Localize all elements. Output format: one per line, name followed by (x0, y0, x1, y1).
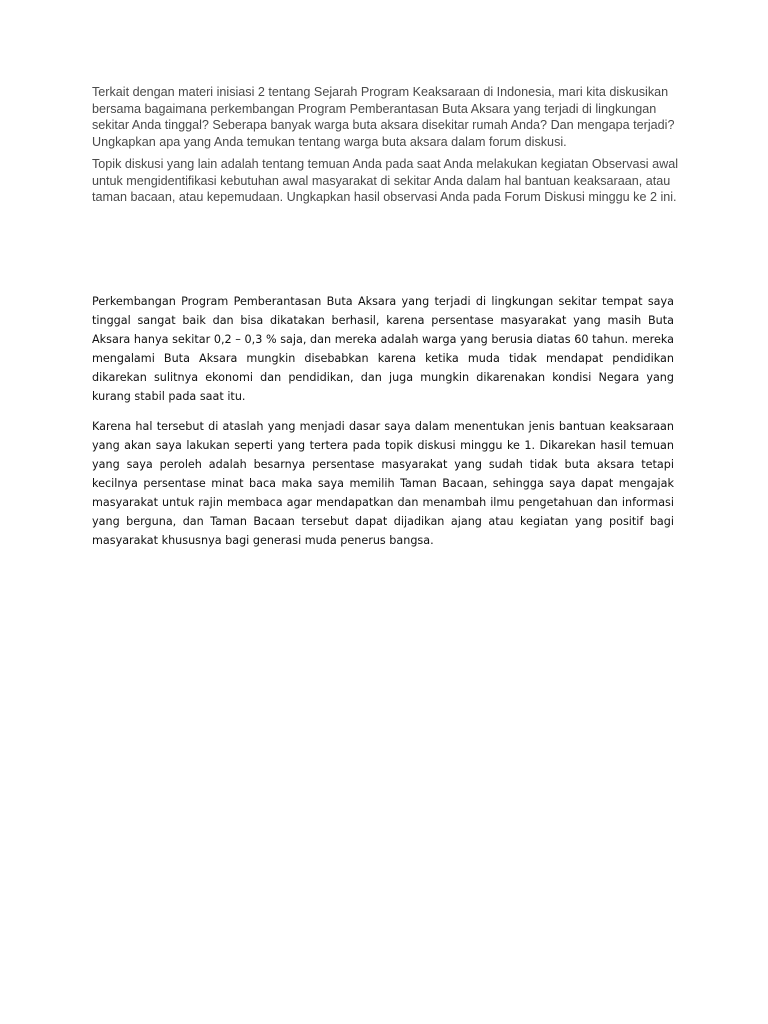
prompt-paragraph-2: Topik diskusi yang lain adalah tentang temuan Anda pada saat Anda melakukan kegiatan Observasi awal untuk mengidentifikasi kebutuhan awal masyarakat di sekitar Anda dalam hal bantuan keaksaraan, atau taman bacaan, atau kepemudaan. Ungkapkan hasil observasi Anda pada Forum Diskusi minggu ke 2 ini. (92, 157, 678, 204)
answer-paragraph-1: Perkembangan Program Pemberantasan Buta Aksara yang terjadi di lingkungan sekitar tempat saya tinggal sangat baik dan bisa dikatakan berhasil, karena persentase masyarakat yang masih Buta Aksara hanya sekitar 0,2 – 0,3 % saja, dan mereka adalah warga yang berusia diatas 60 tahun. mereka mengalami Buta Aksara mungkin disebabkan karena ketika muda tidak mendapat pendidikan dikarekan sulitnya ekonomi dan pendidikan, dan juga mungkin dikarenakan kondisi Negara yang kurang stabil pada saat itu. (92, 295, 674, 403)
discussion-answer (92, 292, 674, 561)
prompt-paragraph-1: Terkait dengan materi inisiasi 2 tentang Sejarah Program Keaksaraan di Indonesia, mari kita diskusikan bersama bagaimana perkembangan Program Pemberantasan Buta Aksara yang terjadi di lingkungan sekitar Anda tinggal? Seberapa banyak warga buta aksara disekitar rumah Anda? Dan mengapa terjadi? Ungkapkan apa yang Anda temukan tentang warga buta aksara dalam forum diskusi. (92, 85, 675, 149)
discussion-prompt (92, 84, 682, 212)
answer-paragraph-2: Karena hal tersebut di ataslah yang menjadi dasar saya dalam menentukan jenis bantuan keaksaraan yang akan saya lakukan seperti yang tertera pada topik diskusi minggu ke 1. Dikarekan hasil temuan yang saya peroleh adalah besarnya persentase masyarakat yang sudah tidak buta aksara tetapi kecilnya persentase minat baca maka saya memilih Taman Bacaan, sehingga saya dapat mengajak masyarakat untuk rajin membaca agar mendapatkan dan menambah ilmu pengetahuan dan informasi yang berguna, dan Taman Bacaan tersebut dapat dijadikan ajang atau kegiatan yang positif bagi masyarakat khususnya bagi generasi muda penerus bangsa. (92, 420, 674, 547)
